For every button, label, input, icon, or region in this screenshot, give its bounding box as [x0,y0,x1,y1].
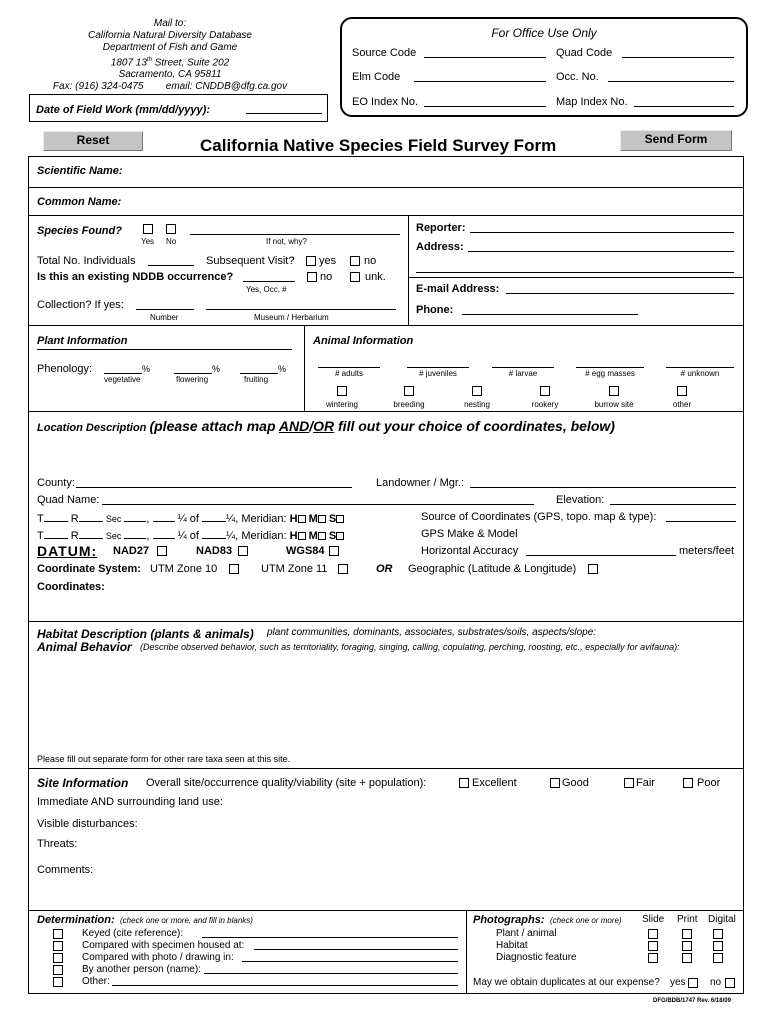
horizontal-accuracy-input[interactable] [526,545,676,556]
quarter-of-input[interactable] [202,511,226,522]
gps-model-input[interactable] [528,528,736,539]
another-person-label: By another person (name): [82,964,201,975]
burrow-site-caption: burrow site [594,400,634,409]
reporter-input[interactable] [470,222,734,233]
museum-input[interactable] [206,299,396,310]
office-use-box [340,17,748,117]
occ-number-input[interactable] [243,271,295,282]
divider [28,187,744,188]
eo-index-input[interactable] [424,96,546,107]
diagnostic-slide-checkbox[interactable] [648,953,658,963]
nad27-checkbox[interactable] [157,546,167,556]
determination-title: Determination: [37,914,115,926]
common-name-input[interactable] [130,196,730,207]
mail-contact [30,81,310,93]
map-index-input[interactable] [634,96,734,107]
egg-masses-input[interactable] [576,357,644,368]
species-no-caption: No [166,237,177,246]
scientific-name-label: Scientific Name: [37,165,123,177]
source-coords-input[interactable] [666,511,736,522]
form-title: California Native Species Field Survey Form [200,136,557,155]
mail-street-rest: Street, Suite 202 [151,57,230,69]
gps-model-label: GPS Make & Model [421,528,518,540]
habitat-desc: plant communities, dominants, associates, substrates/soils, aspects/slope: [267,627,597,638]
township-label-2: T [37,530,44,542]
office-title: For Office Use Only [491,26,597,40]
diagnostic-digital-checkbox[interactable] [713,953,723,963]
photographs-note: (check one or more) [550,916,622,925]
quarter2-label: ¼, [226,513,239,525]
plant-animal-digital-checkbox[interactable] [713,929,723,939]
source-code-label: Source Code [352,47,417,59]
photo-drawing-input[interactable] [242,951,458,962]
mail-street-sup: th [146,57,152,63]
map-index-label: Map Index No. [556,96,628,108]
section-input-2[interactable] [124,528,146,539]
diagnostic-row: Diagnostic feature [496,952,577,963]
section-label-2: Sec [105,531,122,541]
comments-label: Comments: [37,864,94,876]
location-or: OR [313,418,335,434]
form-revision: DFG/BDB/1747 Rev. 6/18/09 [653,998,731,1004]
existing-unk-checkbox[interactable] [350,272,360,282]
county-label: County: [37,477,75,489]
meridian-s-checkbox-2[interactable] [336,532,344,540]
duplicates-yes-checkbox[interactable] [688,978,698,988]
scientific-name-input[interactable] [130,165,730,176]
excellent-label: Excellent [472,777,517,789]
utm10-label: UTM Zone 10 [150,563,218,575]
address-line2-input[interactable] [416,262,734,273]
send-form-button[interactable]: Send Form [620,130,732,151]
meridian-h-checkbox[interactable] [298,515,306,523]
print-col: Print [677,914,698,925]
elm-code-input[interactable] [414,71,546,82]
other-determination-label: Other: [82,976,110,987]
total-individuals-input[interactable] [148,255,194,266]
divider [28,325,744,326]
township-input[interactable] [44,511,68,522]
reporter-label: Reporter: [416,222,466,234]
quad-name-label: Quad Name: [37,494,100,506]
mail-street-num: 1807 13 [110,57,147,69]
mail-email: email: CNDDB@dfg.ca.gov [165,81,288,93]
nad83-label: NAD83 [196,545,233,557]
species-found-label: Species Found? [37,225,122,237]
disturbances-label: Visible disturbances: [37,818,138,830]
wintering-checkbox[interactable] [337,386,347,396]
unknown-input[interactable] [666,357,734,368]
subsequent-yes-label: yes [319,255,337,267]
divider [37,349,292,350]
adults-input[interactable] [318,357,380,368]
section-label: Sec [105,514,122,524]
juveniles-caption: # juveniles [419,369,457,378]
fair-label: Fair [636,777,655,789]
occ-no-label: Occ. No. [556,71,599,83]
divider [28,768,744,769]
adults-caption: # adults [334,369,364,378]
species-yes-caption: Yes [141,237,155,246]
location-and: AND [278,418,310,434]
utm11-checkbox[interactable] [338,564,348,574]
mail-address [30,18,310,93]
fruiting-pct: % [278,364,287,374]
total-individuals-label: Total No. Individuals [37,255,136,267]
subsequent-no-checkbox[interactable] [350,256,360,266]
land-use-label: Immediate AND surrounding land use: [37,796,223,808]
county-input[interactable] [76,477,352,488]
other-determination-checkbox[interactable] [53,977,63,987]
quad-code-input[interactable] [622,47,734,58]
existing-occurrence-label: Is this an existing NDDB occurrence? [37,271,234,283]
habitat-print-checkbox[interactable] [682,941,692,951]
horizontal-accuracy-label: Horizontal Accuracy [421,545,519,557]
location-subtitle-post: fill out your choice of coordinates, below) [334,418,615,434]
flowering-caption: flowering [176,375,209,384]
landowner-input[interactable] [470,477,736,488]
if-not-why-caption: If not, why? [266,237,307,246]
species-found-yes-checkbox[interactable] [143,224,153,234]
quad-code-label: Quad Code [556,47,613,59]
meridian-m-checkbox-2[interactable] [318,532,326,540]
common-name-label: Common Name: [37,196,122,208]
mail-city: Sacramento, CA 95811 [118,69,222,81]
meridian-label: Meridian: [241,513,287,525]
elevation-label: Elevation: [556,494,605,506]
determination-note: (check one or more, and fill in blanks) [120,916,253,925]
photographs-title: Photographs: [473,914,545,926]
meridian-h-checkbox-2[interactable] [298,532,306,540]
if-not-why-input[interactable] [190,224,400,235]
larvae-input[interactable] [492,357,554,368]
meridian-m-2: M [308,530,318,542]
burrow-site-checkbox[interactable] [609,386,619,396]
duplicates-yes-label: yes [670,977,686,988]
email-input[interactable] [506,283,734,294]
habitat-digital-checkbox[interactable] [713,941,723,951]
geographic-checkbox[interactable] [588,564,598,574]
township-label: T [37,513,44,525]
nesting-caption: nesting [464,400,490,409]
location-subtitle-pre: (please attach map [149,418,279,434]
good-label: Good [562,777,589,789]
email-label: E-mail Address: [416,283,500,295]
yes-occ-caption: Yes, Occ. # [246,285,287,294]
divider [466,910,467,994]
township-input-2[interactable] [44,528,68,539]
site-quality-label: Overall site/occurrence quality/viability (site + population): [146,777,427,789]
trs-row-2: T R Sec , ¼ of ¼, Meridian: H M S [37,528,344,542]
specimen-checkbox[interactable] [53,941,63,951]
species-found-no-checkbox[interactable] [166,224,176,234]
utm10-checkbox[interactable] [229,564,239,574]
keyed-label: Keyed (cite reference): [82,928,184,939]
meridian-s: S [328,513,337,525]
section-input[interactable] [124,511,146,522]
range-input-2[interactable] [79,528,103,539]
subsequent-yes-checkbox[interactable] [306,256,316,266]
juveniles-input[interactable] [407,357,469,368]
animal-behavior-title: Animal Behavior [37,640,132,654]
phone-label: Phone: [416,304,454,316]
excellent-checkbox[interactable] [459,778,469,788]
egg-masses-caption: # egg masses [585,369,635,378]
photo-drawing-label: Compared with photo / drawing in: [82,952,234,963]
subsequent-no-label: no [364,255,377,267]
number-caption: Number [150,313,179,322]
vegetative-input[interactable] [104,363,142,374]
wgs84-checkbox[interactable] [329,546,339,556]
or-label: OR [376,563,393,575]
range-label: R [70,513,79,525]
threats-label: Threats: [37,838,78,850]
eo-index-label: EO Index No. [352,96,419,108]
divider [28,215,744,216]
coordinates-label: Coordinates: [37,581,105,593]
quarter-input-2[interactable] [153,528,175,539]
divider [28,621,744,622]
mail-fax: Fax: (916) 324-0475 [52,81,144,93]
photo-drawing-checkbox[interactable] [53,953,63,963]
poor-checkbox[interactable] [683,778,693,788]
duplicates-no-checkbox[interactable] [725,978,735,988]
nad27-label: NAD27 [113,545,150,557]
date-label: Date of Field Work (mm/dd/yyyy): [36,104,210,116]
habitat-row: Habitat [496,940,528,951]
quarter-input[interactable] [153,511,175,522]
habitat-title: Habitat Description (plants & animals) [37,627,254,641]
address-input[interactable] [468,241,734,252]
phone-input[interactable] [462,304,638,315]
meridian-s-2: S [328,530,337,542]
range-input[interactable] [79,511,103,522]
address-label: Address: [416,241,464,253]
divider [28,910,744,911]
another-person-input[interactable] [204,963,458,974]
meridian-s-checkbox[interactable] [336,515,344,523]
meridian-label-2: Meridian: [241,530,287,542]
divider [408,277,744,278]
other-animal-checkbox[interactable] [677,386,687,396]
plant-animal-row: Plant / animal [496,928,557,939]
plant-info-title: Plant Information [37,335,128,347]
keyed-input[interactable] [202,927,458,938]
date-input[interactable] [246,103,322,114]
datum-label: DATUM: [37,543,98,559]
date-field-box [29,94,328,122]
quarter-of-label: ¼ of [177,513,199,525]
geographic-label: Geographic (Latitude & Longitude) [408,563,577,575]
other-taxa-note: Please fill out separate form for other rare taxa seen at this site. [37,754,291,764]
flowering-pct: % [212,364,221,374]
trs-row-1: T R Sec , ¼ of ¼, Meridian: H M S [37,511,344,525]
meridian-h: H [289,513,298,525]
poor-label: Poor [697,777,721,789]
source-coords-label: Source of Coordinates (GPS, topo. map & type): [421,511,657,523]
phenology-label: Phenology: [37,363,93,375]
larvae-caption: # larvae [508,369,538,378]
divider [304,325,305,411]
slide-col: Slide [642,914,665,925]
utm11-label: UTM Zone 11 [261,563,328,575]
subsequent-visit-label: Subsequent Visit? [206,255,295,267]
vegetative-pct: % [142,364,151,374]
digital-col: Digital [708,914,736,925]
other-caption: other [672,400,692,409]
breeding-caption: breeding [393,400,425,409]
good-checkbox[interactable] [550,778,560,788]
collection-label: Collection? If yes: [37,299,124,311]
museum-caption: Museum / Herbarium [254,313,329,322]
another-person-checkbox[interactable] [53,965,63,975]
duplicates-no-label: no [710,977,722,988]
meridian-h-2: H [289,530,298,542]
flowering-input[interactable] [174,363,212,374]
location-title-label: Location Description [37,422,147,434]
occ-no-input[interactable] [608,71,734,82]
nesting-checkbox[interactable] [472,386,482,396]
fruiting-caption: fruiting [244,375,269,384]
mail-to: Mail to: [153,18,187,29]
other-determination-input[interactable] [112,975,458,986]
wintering-caption: wintering [325,400,358,409]
site-info-title: Site Information [37,776,129,790]
animal-info-title: Animal Information [313,335,414,347]
range-label-2: R [70,530,79,542]
keyed-checkbox[interactable] [53,929,63,939]
diagnostic-print-checkbox[interactable] [682,953,692,963]
quad-name-input[interactable] [102,494,534,505]
rookery-caption: rookery [531,400,559,409]
plant-animal-slide-checkbox[interactable] [648,929,658,939]
quarter2-label-2: ¼, [226,530,239,542]
fair-checkbox[interactable] [624,778,634,788]
specimen-label: Compared with specimen housed at: [82,940,245,951]
landowner-label: Landowner / Mgr.: [376,477,465,489]
meters-feet-label: meters/feet [679,545,735,557]
divider [408,215,409,325]
fruiting-input[interactable] [240,363,278,374]
specimen-input[interactable] [254,939,458,950]
location-slash: / [309,418,314,434]
breeding-checkbox[interactable] [404,386,414,396]
meridian-m: M [308,513,318,525]
quarter-of-input-2[interactable] [202,528,226,539]
existing-no-label: no [320,271,333,283]
reset-button[interactable]: Reset [43,131,143,151]
existing-unk-label: unk. [365,271,386,283]
habitat-slide-checkbox[interactable] [648,941,658,951]
animal-behavior-desc: (Describe observed behavior, such as territoriality, foraging, singing, calling, copulating, perching, roosting, etc., especially for avifauna): [140,642,680,652]
vegetative-caption: vegetative [104,375,141,384]
mail-org: California Natural Diversity Database [88,30,252,41]
plant-animal-print-checkbox[interactable] [682,929,692,939]
existing-no-checkbox[interactable] [307,272,317,282]
elm-code-label: Elm Code [352,71,401,83]
duplicates-label: May we obtain duplicates at our expense? [473,977,660,988]
meridian-m-checkbox[interactable] [318,515,326,523]
unknown-caption: # unknown [680,369,720,378]
quarter-of-label-2: ¼ of [177,530,199,542]
divider [28,411,744,412]
mail-street [30,54,310,69]
nad83-checkbox[interactable] [238,546,248,556]
coord-system-label: Coordinate System: [37,563,141,575]
source-code-input[interactable] [424,47,546,58]
rookery-checkbox[interactable] [540,386,550,396]
location-title [37,418,615,434]
collection-number-input[interactable] [136,299,194,310]
mail-dept: Department of Fish and Game [102,42,238,53]
wgs84-label: WGS84 [286,545,325,557]
elevation-input[interactable] [610,494,736,505]
